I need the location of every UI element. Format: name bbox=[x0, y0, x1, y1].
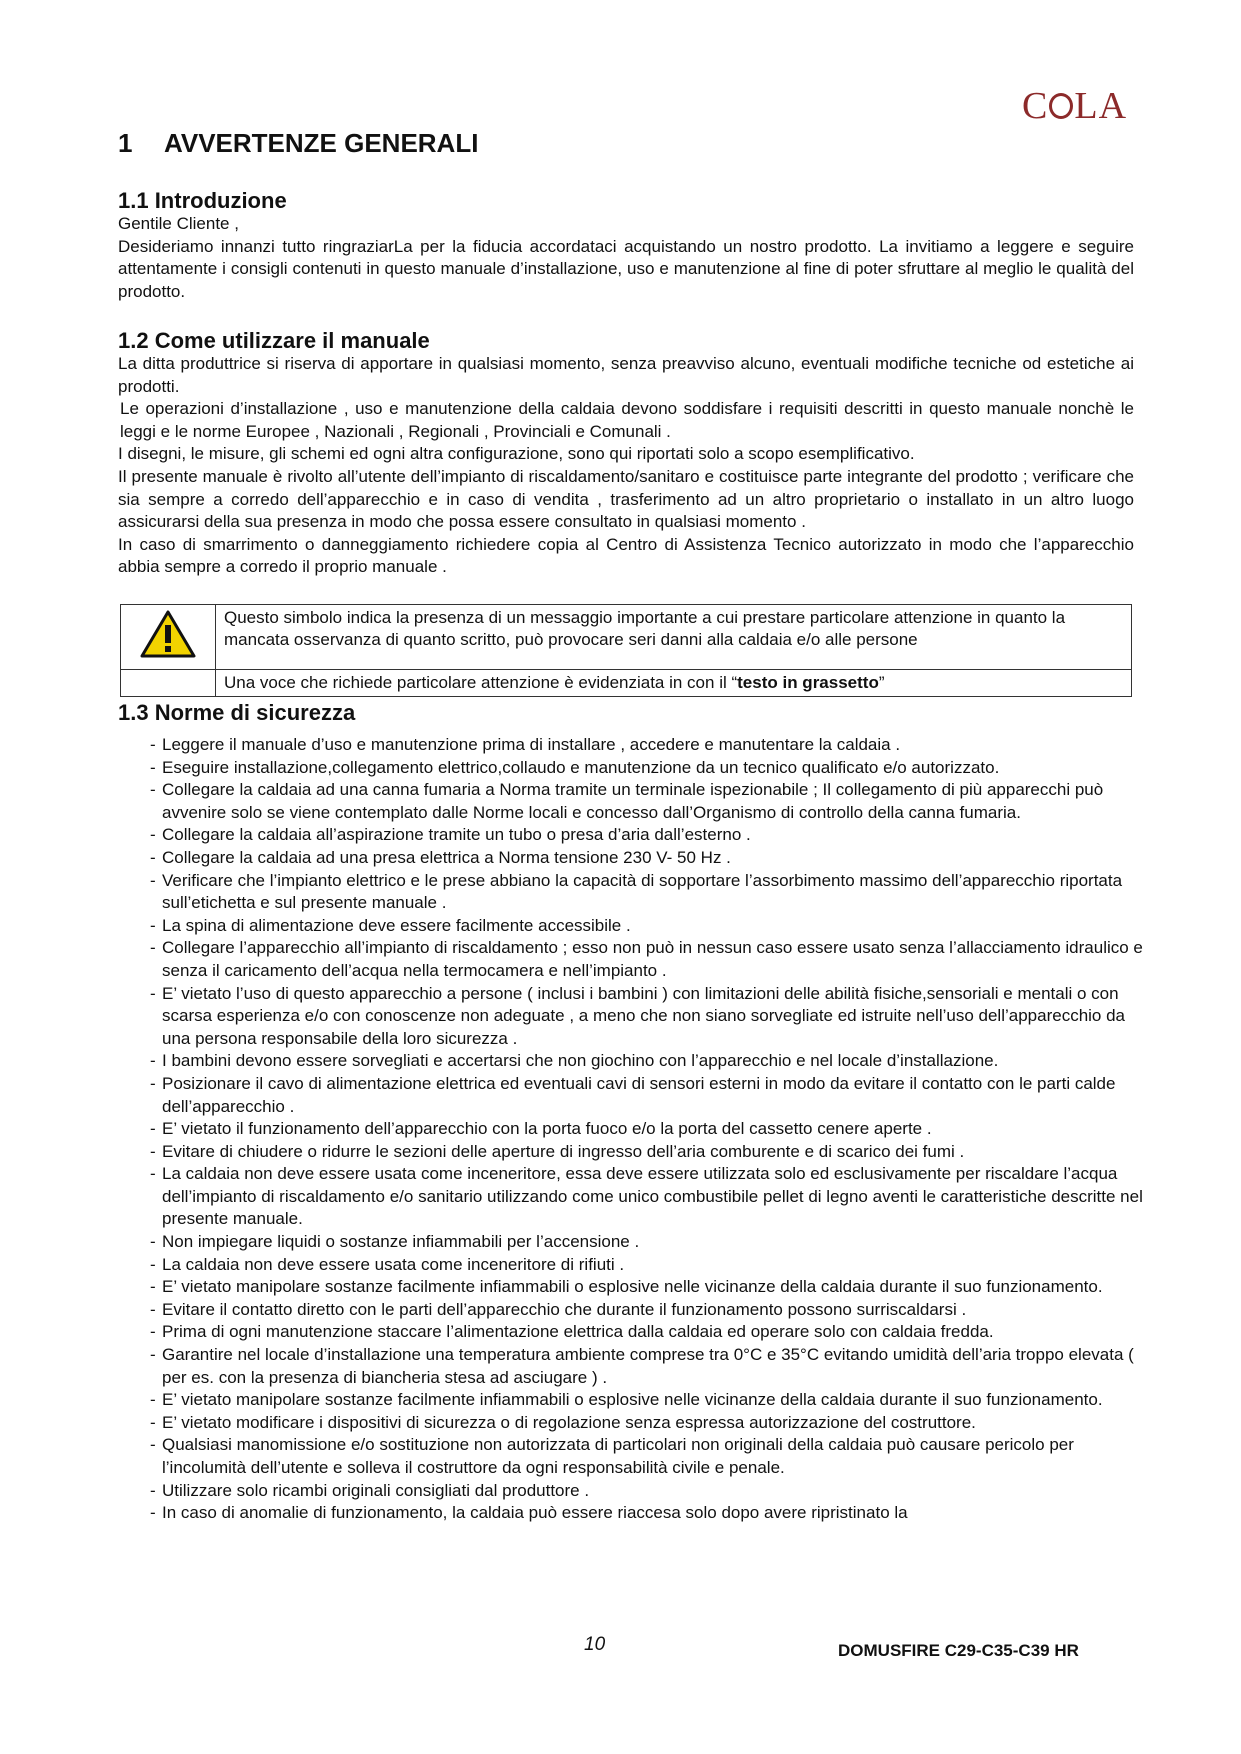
manual-paragraph: Le operazioni d’installazione , uso e manutenzione della caldaia devono soddisfare i requisiti descritti in questo manuale nonchè le leggi e le norme Europee , Nazionali , Regionali , Provinciali e Comunali . bbox=[120, 399, 1134, 441]
intro-greeting: Gentile Cliente , bbox=[118, 214, 239, 233]
list-item: - Utilizzare solo ricambi originali consigliati dal produttore . bbox=[150, 1480, 1150, 1503]
list-item: - Non impiegare liquidi o sostanze infiammabili per l’accensione . bbox=[150, 1231, 1150, 1254]
list-item: - La caldaia non deve essere usata come inceneritore, essa deve essere utilizzata solo ed esclusivamente per riscaldare l’acqua dell’impianto di riscaldamento e/o sanitario utilizzando come unico combustibile pellet di legno aventi le caratteristiche descritte nel presente manuale. bbox=[150, 1163, 1150, 1231]
warning-table bbox=[120, 604, 1132, 697]
list-item: - Collegare la caldaia ad una presa elettrica a Norma tensione 230 V- 50 Hz . bbox=[150, 847, 1150, 870]
list-item: - La spina di alimentazione deve essere facilmente accessibile . bbox=[150, 915, 1150, 938]
cola-logo: C LA bbox=[1022, 85, 1128, 127]
list-item: - E’ vietato manipolare sostanze facilmente infiammabili o esplosive nelle vicinanze della caldaia durante il suo funzionamento. bbox=[150, 1276, 1150, 1299]
list-item: - I bambini devono essere sorvegliati e accertarsi che non giochino con l’apparecchio e nel locale d’installazione. bbox=[150, 1050, 1150, 1073]
list-item: - La caldaia non deve essere usata come inceneritore di rifiuti . bbox=[150, 1254, 1150, 1277]
safety-list bbox=[150, 734, 1150, 1525]
section-title bbox=[118, 128, 478, 159]
list-item: - Posizionare il cavo di alimentazione elettrica ed eventuali cavi di sensori esterni in modo da evitare il contatto con le parti calde dell’apparecchio . bbox=[150, 1073, 1150, 1118]
manual-paragraph: La ditta produttrice si riserva di apportare in qualsiasi momento, senza preavviso alcuno, eventuali modifiche tecniche od estetiche ai prodotti. bbox=[118, 354, 1134, 396]
logo-o-ring bbox=[1049, 93, 1073, 119]
manual-heading: 1.2 Come utilizzare il manuale bbox=[118, 328, 430, 353]
manual-paragraph: In caso di smarrimento o danneggiamento richiedere copia al Centro di Assistenza Tecnico autorizzato in modo che l’apparecchio abbia sempre a corredo il proprio manuale . bbox=[118, 534, 1134, 577]
list-item: - Leggere il manuale d’uso e manutenzione prima di installare , accedere e manutentare la caldaia . bbox=[150, 734, 1150, 757]
bold-note: Una voce che richiede particolare attenzione è evidenziata in con il “testo in grassetto” bbox=[216, 670, 1132, 697]
intro-body bbox=[118, 213, 1134, 303]
list-item: - E’ vietato l’uso di questo apparecchio a persone ( inclusi i bambini ) con limitazioni delle abilità fisiche,sensoriali e mentali o con scarsa esperienza e/o con conoscenze non adeguate , a meno che non siano sorvegliate ed istruite nell’uso dell’apparecchio da una persona responsabile della loro sicurezza . bbox=[150, 983, 1150, 1051]
bold-note-emphasis: testo in grassetto bbox=[737, 673, 879, 692]
list-item: - Evitare il contatto diretto con le parti dell’apparecchio che durante il funzionamento possono surriscaldarsi . bbox=[150, 1299, 1150, 1322]
list-item: - Prima di ogni manutenzione staccare l’alimentazione elettrica dalla caldaia ed operare solo con caldaia fredda. bbox=[150, 1321, 1150, 1344]
intro-paragraph: Desideriamo innanzi tutto ringraziarLa per la fiducia accordataci acquistando un nostro prodotto. La invitiamo a leggere e seguire attentamente i consigli contenuti in questo manuale d’installazione, uso e manutenzione al fine di poter sfruttare al meglio le qualità del prodotto. bbox=[118, 236, 1134, 301]
list-item: - Garantire nel locale d’installazione una temperatura ambiente comprese tra 0°C e 35°C evitando umidità dell’aria troppo elevata ( per es. con la presenza di biancheria stesa ad asciugare ) . bbox=[150, 1344, 1150, 1389]
list-item: - E’ vietato modificare i dispositivi di sicurezza o di regolazione senza espressa autorizzazione del costruttore. bbox=[150, 1412, 1150, 1435]
manual-paragraph: I disegni, le misure, gli schemi ed ogni altra configurazione, sono qui riportati solo a scopo esemplificativo. bbox=[118, 444, 915, 464]
section-number: 1 bbox=[118, 128, 133, 158]
warning-triangle-icon bbox=[139, 609, 197, 659]
list-item: - Eseguire installazione,collegamento elettrico,collaudo e manutenzione da un tecnico qualificato e/o autorizzato. bbox=[150, 757, 1150, 780]
safety-heading: 1.3 Norme di sicurezza bbox=[118, 700, 356, 725]
manual-paragraph: Il presente manuale è rivolto all’utente dell’impianto di riscaldamento/sanitaro e costituisce parte integrante del prodotto ; verificare che sia sempre a corredo dell’apparecchio e in caso di vendita , trasferimento ad un altro proprietario o installato in un altro luogo assicurarsi della sua presenza in modo che possa essere consultato in qualsiasi momento . bbox=[118, 466, 1134, 532]
list-item: - Collegare la caldaia ad una canna fumaria a Norma tramite un terminale ispezionabile ; Il collegamento di più apparecchi può avvenire solo se viene contemplato dalle Norme locali e concesso dall’Organismo di controllo della canna fumaria. bbox=[150, 779, 1150, 824]
list-item: - In caso di anomalie di funzionamento, la caldaia può essere riaccesa solo dopo avere ripristinato la bbox=[150, 1502, 1150, 1525]
warning-icon-cell bbox=[121, 605, 216, 670]
list-item: - Evitare di chiudere o ridurre le sezioni delle aperture di ingresso dell’aria comburente e di scarico dei fumi . bbox=[150, 1141, 1150, 1164]
empty-cell bbox=[121, 670, 216, 697]
list-item: - Qualsiasi manomissione e/o sostituzione non autorizzata di particolari non originali della caldaia può causare pericolo per l’incolumità dell’utente e solleva il costruttore da ogni responsabilità civile e penale. bbox=[150, 1434, 1150, 1479]
list-item: - Verificare che l’impianto elettrico e le prese abbiano la capacità di sopportare l’assorbimento massimo dell’apparecchio riportata sull’etichetta e sul presente manuale . bbox=[150, 870, 1150, 915]
model-name: DOMUSFIRE C29-C35-C39 HR bbox=[838, 1641, 1079, 1660]
list-item: - E’ vietato manipolare sostanze facilmente infiammabili o esplosive nelle vicinanze della caldaia durante il suo funzionamento. bbox=[150, 1389, 1150, 1412]
section-title-text: AVVERTENZE GENERALI bbox=[164, 128, 479, 158]
list-item: - Collegare l’apparecchio all’impianto di riscaldamento ; esso non può in nessun caso essere usato senza l’allacciamento idraulico e senza il caricamento dell’acqua nella termocamera e nell’impianto . bbox=[150, 937, 1150, 982]
intro-heading: 1.1 Introduzione bbox=[118, 188, 287, 213]
warning-message: Questo simbolo indica la presenza di un messaggio importante a cui prestare particolare attenzione in quanto la mancata osservanza di quanto scritto, può provocare seri danni alla caldaia e/o alle persone bbox=[216, 605, 1132, 670]
manual-body bbox=[118, 353, 1134, 579]
page-number: 10 bbox=[584, 1634, 606, 1655]
list-item: - Collegare la caldaia all’aspirazione tramite un tubo o presa d’aria dall’esterno . bbox=[150, 824, 1150, 847]
list-item: - E’ vietato il funzionamento dell’apparecchio con la porta fuoco e/o la porta del cassetto cenere aperte . bbox=[150, 1118, 1150, 1141]
